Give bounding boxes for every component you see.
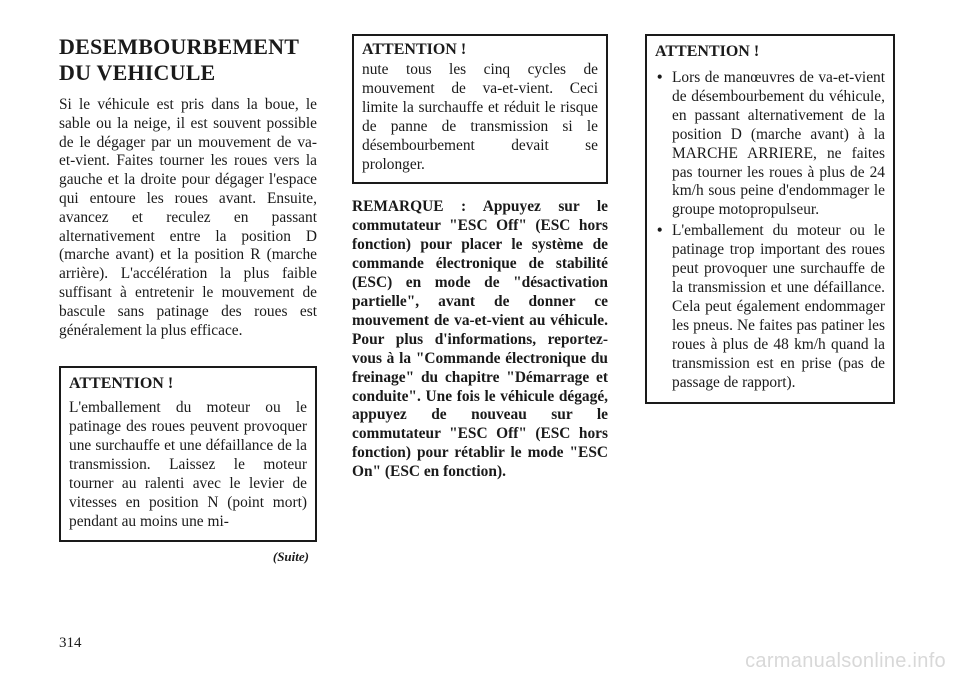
warning-text: nute tous les cinq cycles de mouvement de va-et-vient. Ceci limite la surchauffe et réduit le risque de panne de transmission si le désembourbement devait se prolonger. bbox=[362, 61, 598, 173]
left-column bbox=[59, 34, 317, 565]
watermark: carmanualsonline.info bbox=[745, 650, 946, 672]
warning-heading: ATTENTION ! bbox=[362, 41, 467, 58]
section-title-line2: DU VEHICULE bbox=[59, 60, 216, 85]
right-column bbox=[645, 34, 895, 404]
warning-box-continued bbox=[352, 34, 608, 184]
warning-heading: ATTENTION ! bbox=[69, 375, 174, 393]
note-paragraph: REMARQUE : Appuyez sur le commutateur "ESC Off" (ESC hors fonction) pour placer le système de commande électronique de stabilité (ESC) en mode de "désactivation partielle", avant de donner ce mouvement de va-et-vient au véhicule. Pour plus d'informations, reportez-vous à la "Commande électronique du freinage" du chapitre "Démarrage et conduite". Une fois le véhicule dégagé, appuyez de nouveau sur le commutateur "ESC Off" (ESC hors fonction) pour rétablir le mode "ESC On" (ESC en fonction). bbox=[352, 198, 608, 481]
warning-list bbox=[655, 69, 885, 392]
section-title-line1: DESEMBOURBEMENT bbox=[59, 34, 300, 59]
warning-list-item-text: L'emballement du moteur ou le patinage trop important des roues peut provoquer une surchauffe de la transmission et une défaillance. Cela peut également endommager les pneus. Ne faites pas patiner les roues à plus de 48 km/h quand la transmission est en prise (pas de passage de rapport). bbox=[672, 222, 885, 391]
warning-box bbox=[59, 366, 317, 541]
warning-box-bullets bbox=[645, 34, 895, 404]
section-title bbox=[59, 34, 317, 86]
bullet-icon: • bbox=[657, 69, 663, 86]
middle-column bbox=[352, 34, 608, 482]
intro-paragraph: Si le véhicule est pris dans la boue, le sable ou la neige, il est souvent possible de le dégager par un mouvement de va-et-vient. Faites tourner les roues vers la gauche et la droite pour dégager l'espace qui entoure les roues avant. Ensuite, avancez et reculez en passant alternativement entre la position D (marche avant) et la position R (marche arrière). L'accélération la plus faible suffisant à entretenir le mouvement de bascule sans patinage des roues est généralement la plus efficace. bbox=[59, 96, 317, 339]
warning-list-item-text: Lors de manœuvres de va-et-vient de désembourbement du véhicule, en passant alternativement de la position D (marche avant) à la MARCHE ARRIERE, ne faites pas tourner les roues à plus de 24 km/h sous peine d'endommager le groupe motopropulseur. bbox=[672, 69, 885, 219]
page-number: 314 bbox=[59, 635, 82, 651]
bullet-icon: • bbox=[657, 222, 663, 240]
continued-label: (Suite) bbox=[272, 548, 309, 564]
warning-list-item bbox=[655, 222, 885, 392]
warning-heading: ATTENTION ! bbox=[655, 43, 760, 60]
warning-text: L'emballement du moteur ou le patinage des roues peuvent provoquer une surchauffe et une défaillance de la transmission. Laissez le moteur tourner au ralenti avec le levier de vitesses en position N (point mort) pendant au moins une mi- bbox=[69, 399, 307, 530]
warning-list-item bbox=[655, 69, 885, 220]
